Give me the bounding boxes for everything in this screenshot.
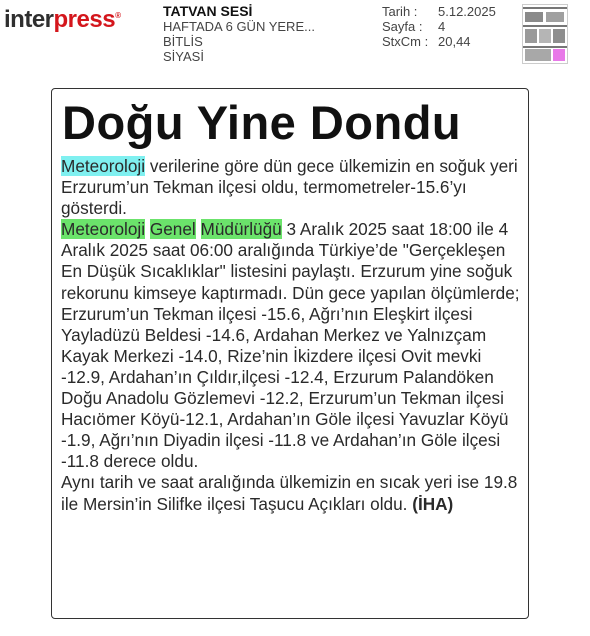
meta-key: Sayfa : bbox=[382, 19, 423, 34]
paragraph-text: Aynı tarih ve saat aralığında ülkemizin en sıcak yeri ise 19.8 ile Mersin’in Silifke ilçesi Taşucu Açıkları oldu. bbox=[61, 472, 518, 514]
meta-key: StxCm : bbox=[382, 34, 429, 49]
publication-info bbox=[163, 4, 315, 64]
article-clipping bbox=[51, 88, 529, 619]
logo-part2: press bbox=[53, 6, 116, 33]
publication-frequency: HAFTADA 6 GÜN YERE... bbox=[163, 19, 315, 34]
news-agency-source: (İHA) bbox=[412, 493, 454, 514]
article-paragraph-1 bbox=[61, 156, 523, 219]
highlight-keyword: Genel bbox=[149, 219, 196, 240]
highlight-keyword: Meteoroloji bbox=[61, 156, 146, 176]
interpress-logo bbox=[4, 6, 120, 34]
article-paragraph-2 bbox=[61, 219, 523, 472]
clipping-meta bbox=[382, 4, 496, 49]
meta-value: 4 bbox=[438, 19, 446, 34]
article-headline: Doğu Yine Dondu bbox=[62, 96, 462, 149]
publication-name: TATVAN SESİ bbox=[163, 3, 253, 19]
meta-row-date bbox=[382, 4, 496, 19]
logo-registered-mark: ® bbox=[115, 11, 121, 20]
logo-part1: inter bbox=[4, 6, 54, 33]
meta-key: Tarih : bbox=[382, 4, 418, 19]
publication-category: SİYASİ bbox=[163, 49, 204, 64]
meta-row-page bbox=[382, 19, 496, 34]
meta-value: 20,44 bbox=[438, 34, 471, 49]
paragraph-text: verilerine göre dün gece ülkemizin en soğuk yeri Erzurum’un Tekman ilçesi oldu, termometreler-15.6’yı gösterdi. bbox=[61, 156, 518, 219]
meta-value: 5.12.2025 bbox=[438, 4, 496, 19]
article-location-marker bbox=[553, 49, 565, 61]
paragraph-text: 3 Aralık 2025 saat 18:00 ile 4 Aralık 2025 saat 06:00 aralığında Türkiye’de "Gerçekleşen En Düşük Sıcaklıklar" listesini paylaştı. Erzurum yine soğuk rekorunu kimseye kaptırmadı. Dün gece yapılan ölçümlerde; Erzurum’un Tekman ilçesi -15.6, Ağrı’nın Eleşkirt ilçesi Yayladüzü Beldesi -14.6, Ardahan Merkez ve Yalnızçam Kayak Merkezi -14.0, Rize’nin İkizdere ilçesi Ovit mevki -12.9, Ardahan’ın Çıldır,ilçesi -12.4, Erzurum Palandöken Doğu Anadolu Gözlemevi -12.2, Erzurum’un Tekman ilçesi Hacıömer Köyü-12.1, Ardahan’ın Göle ilçesi Yavuzlar Köyü -1.9, Ağrı’nın Diyadin ilçesi -11.8 ve Ardahan’ın Göle ilçesi -11.8 derece oldu. bbox=[61, 219, 520, 472]
article-body bbox=[61, 156, 523, 515]
highlight-keyword: Meteoroloji bbox=[61, 219, 146, 240]
meta-row-stxcm bbox=[382, 34, 496, 49]
highlight-keyword: Müdürlüğü bbox=[200, 219, 282, 240]
publication-city: BİTLİS bbox=[163, 34, 203, 49]
article-paragraph-3 bbox=[61, 472, 523, 514]
page-thumbnail[interactable] bbox=[522, 4, 568, 64]
